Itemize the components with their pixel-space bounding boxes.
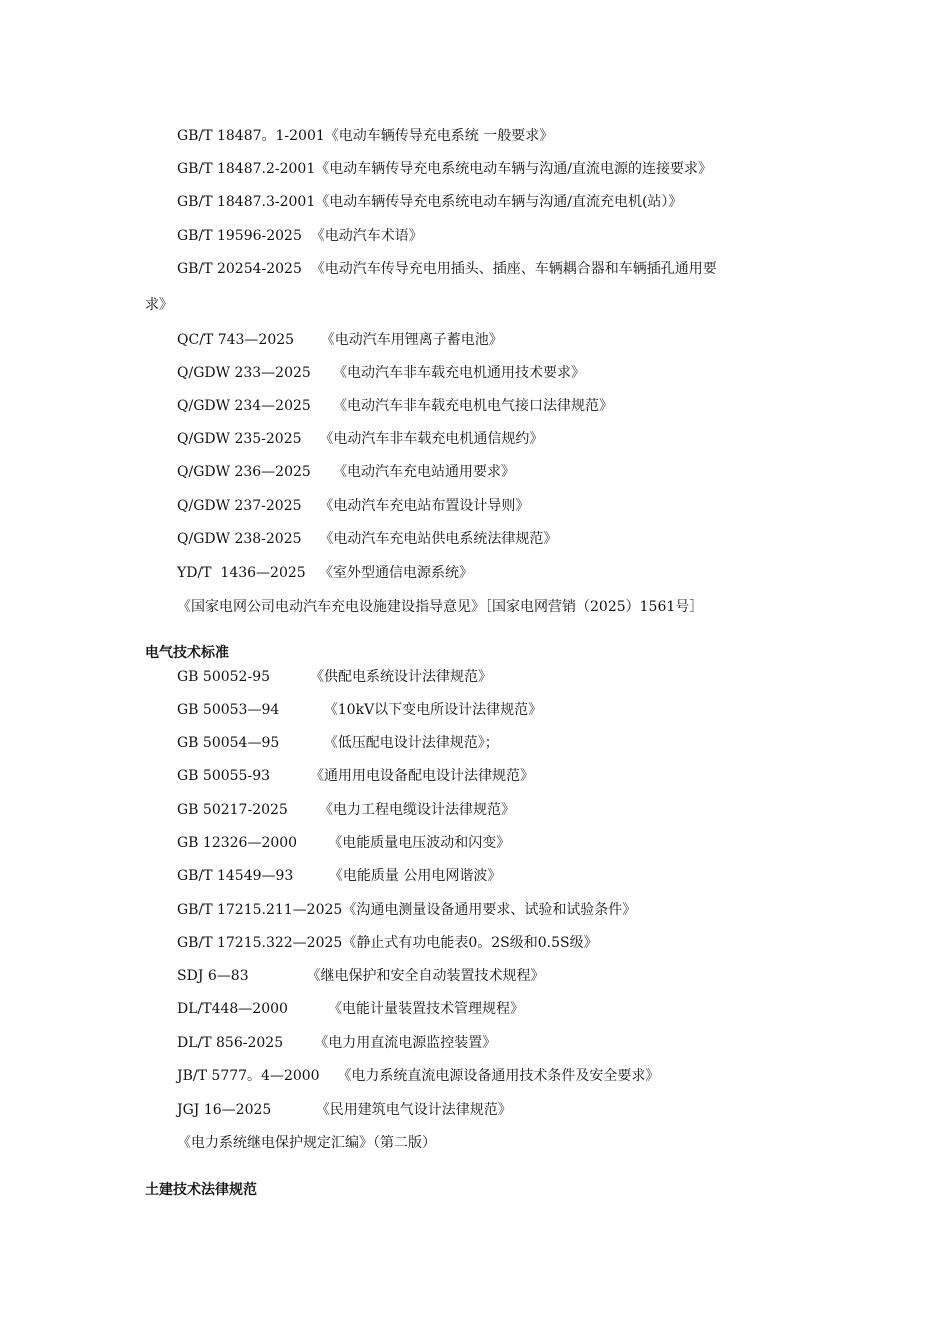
section-heading-civil: 土建技术法律规范 bbox=[145, 1182, 257, 1198]
standard-line: DL/T448—2000 《电能计量装置技术管理规程》 bbox=[177, 1001, 524, 1017]
standard-line: SDJ 6—83 《继电保护和安全自动装置技术规程》 bbox=[177, 968, 545, 984]
standard-line: YD/T 1436—2025 《室外型通信电源系统》 bbox=[177, 565, 474, 581]
section-heading-electrical: 电气技术标准 bbox=[145, 645, 229, 661]
standard-line: GB 50054—95 《低压配电设计法律规范》； bbox=[177, 735, 499, 751]
standard-line: GB 50055-93 《通用用电设备配电设计法律规范》 bbox=[177, 768, 535, 784]
standard-line: Q/GDW 236—2025 《电动汽车充电站通用要求》 bbox=[177, 464, 516, 480]
standard-line: GB/T 18487.3-2001《电动车辆传导充电系统电动车辆与沟通/直流充电机(站）》 bbox=[177, 194, 683, 210]
standard-line: JGJ 16—2025 《民用建筑电气设计法律规范》 bbox=[177, 1102, 512, 1118]
standard-line: GB 50052-95 《供配电系统设计法律规范》 bbox=[177, 669, 493, 685]
standard-line: JB/T 5777。4—2000 《电力系统直流电源设备通用技术条件及安全要求》 bbox=[177, 1068, 660, 1084]
standard-line: Q/GDW 235-2025 《电动汽车非车载充电机通信规约》 bbox=[177, 431, 544, 447]
standard-line: Q/GDW 234—2025 《电动汽车非车载充电机电气接口法律规范》 bbox=[177, 398, 614, 414]
standard-line: Q/GDW 237-2025 《电动汽车充电站布置设计导则》 bbox=[177, 498, 530, 514]
standard-line: GB 12326—2000 《电能质量电压波动和闪变》 bbox=[177, 835, 511, 851]
standard-line: GB/T 18487。1-2001《电动车辆传导充电系统 一般要求》 bbox=[177, 128, 554, 144]
standard-line-continuation: 求》 bbox=[145, 297, 173, 313]
standard-line: DL/T 856-2025 《电力用直流电源监控装置》 bbox=[177, 1035, 497, 1051]
standard-line: GB/T 17215.211—2025《沟通电测量设备通用要求、试验和试验条件》 bbox=[177, 902, 637, 918]
standard-line: GB 50217-2025 《电力工程电缆设计法律规范》 bbox=[177, 802, 515, 818]
standard-line: 《国家电网公司电动汽车充电设施建设指导意见》［国家电网营销（2025）1561号］ bbox=[177, 599, 704, 615]
standard-line: GB 50053—94 《10kV以下变电所设计法律规范》 bbox=[177, 702, 543, 718]
standard-line: GB/T 14549—93 《电能质量 公用电网谐波》 bbox=[177, 868, 502, 884]
standard-line: Q/GDW 233—2025 《电动汽车非车载充电机通用技术要求》 bbox=[177, 365, 586, 381]
standard-line: Q/GDW 238-2025 《电动汽车充电站供电系统法律规范》 bbox=[177, 531, 558, 547]
standard-line: GB/T 20254-2025 《电动汽车传导充电用插头、插座、车辆耦合器和车辆插孔通用要 bbox=[177, 261, 717, 277]
standard-line: QC/T 743—2025 《电动汽车用锂离子蓄电池》 bbox=[177, 332, 503, 348]
standard-line: GB/T 19596-2025 《电动汽车术语》 bbox=[177, 228, 423, 244]
standard-line: GB/T 18487.2-2001《电动车辆传导充电系统电动车辆与沟通/直流电源的连接要求》 bbox=[177, 161, 712, 177]
standard-line: GB/T 17215.322—2025《静止式有功电能表0。2S级和0.5S级》 bbox=[177, 935, 598, 951]
standard-line: 《电力系统继电保护规定汇编》（第二版） bbox=[177, 1135, 436, 1151]
